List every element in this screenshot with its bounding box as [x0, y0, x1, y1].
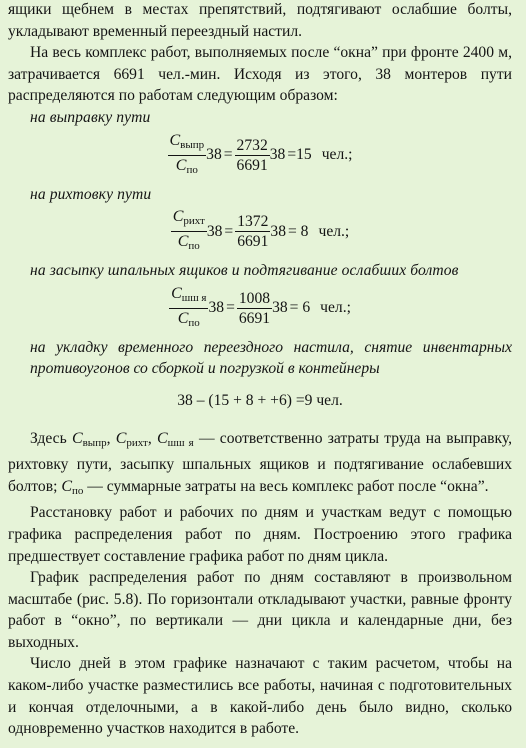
- formula-straightening: $\frac{C_{рихт}}{C_{по}}$ 38 = $\frac{1372}{6691}$ 38 = 8 чел.;: [8, 207, 512, 256]
- paragraph-legend: Здесь $C_{выпр}$, $C_{рихт}$, $C_{шш я}$ — соответственно затраты труда на выправку, рихтовку пути, засыпку шпальных ящиков и подтягивание ослабевших болтов; $C_{по}$ — суммарные затраты на весь комплекс работ после “окна”.: [8, 429, 513, 497]
- formula-alignment: $\frac{C_{выпр}}{C_{по}}$ 38 = $\frac{2732}{6691}$ 38 =15 чел.;: [8, 131, 512, 180]
- heading-alignment: на выправку пути: [30, 108, 151, 126]
- fraction-c-ratio: $\frac{C_{рихт}}{C_{по}}$: [172, 208, 205, 253]
- paragraph-graph: График распределения работ по дням составляют в произвольном масштабе (рис. 5.8). По горизонтали откладывают участки, равные фронту работ в “окно”, по вертикали — дни цикла и календарные дни, без выходных.: [8, 569, 512, 651]
- fraction-numbers: $\frac{1372}{6691}$: [237, 213, 269, 251]
- fraction-c-ratio: $\frac{C_{шш я}}{C_{по}}$: [171, 284, 207, 329]
- formula-ballast: $\frac{C_{шш я}}{C_{по}}$ 38 = $\frac{1008}{6691}$ 38 = 6 чел.;: [8, 284, 512, 333]
- heading-ballast: на засыпку шпальных ящиков и подтягивание ослабших болтов: [30, 262, 459, 280]
- fraction-numbers: $\frac{1008}{6691}$: [238, 289, 271, 327]
- paragraph-schedule: Расстановку работ и рабочих по дням и участкам ведут с помощью графика распределения работ по дням. Построению этого графика предшествует составление графика работ по дням цикла.: [8, 504, 512, 565]
- fraction-numbers: $\frac{2732}{6691}$: [236, 136, 268, 174]
- heading-straightening: на рихтовку пути: [30, 185, 152, 203]
- paragraph-days: Число дней в этом графике назначают с таким расчетом, чтобы на каком-либо участке разместились все работы, начиная с подготовительных и кончая отделочными, а в какой-либо день было видно, сколько одновременно участков находится в работе.: [8, 655, 512, 738]
- paragraph-complex: На весь комплекс работ, выполняемых после “окна” при фронте 2400 м, затрачивается 6691 чел.-мин. Исходя из этого, 38 монтеров пути распределяются по работам следующим образом:: [8, 44, 512, 105]
- fraction-c-ratio: $\frac{C_{выпр}}{C_{по}}$: [169, 131, 205, 176]
- heading-crossing: на укладку временного переездного настила, снятие инвентарных противоугонов со сборкой и погрузкой в контейнеры: [30, 338, 512, 378]
- total-remaining: 38 – (15 + 8 + +6) =9 чел.: [177, 391, 343, 409]
- paragraph-intro: ящики щебнем в местах препятствий, подтягивают ослабшие болты, укладывают временный переездный настил.: [8, 1, 512, 40]
